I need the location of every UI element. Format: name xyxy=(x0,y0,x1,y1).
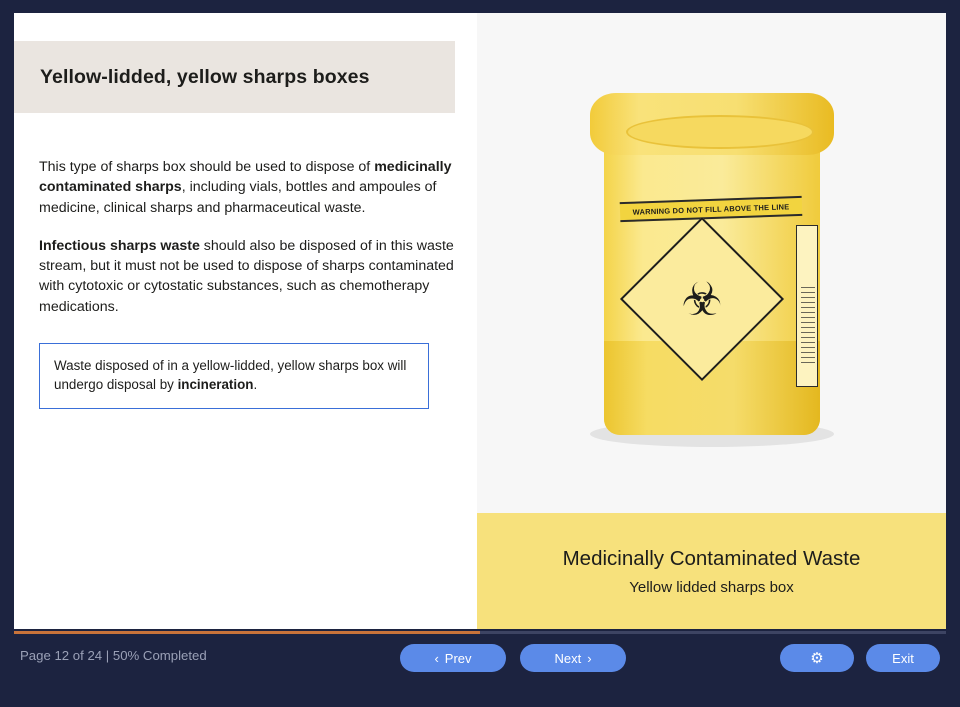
progress-track[interactable] xyxy=(14,631,946,634)
side-label-text-lines xyxy=(801,287,815,363)
callout-text-a: Waste disposed of in a yellow-lidded, yellow sharps box will undergo disposal by xyxy=(54,358,407,393)
chevron-left-icon: ‹ xyxy=(434,650,439,666)
callout-box xyxy=(39,343,429,409)
warning-strip-text: WARNING DO NOT FILL ABOVE THE LINE xyxy=(631,201,790,217)
slide-title-band xyxy=(14,41,455,113)
gear-icon: ⚙ xyxy=(810,649,824,667)
paragraph-2-text: should also be disposed of in this waste stream, but it must not be used to dispose of sharps contaminated with cytotoxic or cytostatic substances, such as chemotherapy medications. xyxy=(39,237,454,315)
paragraph-1-text-b: , including vials, bottles and ampoules of medicine, clinical sharps and pharmaceutical waste. xyxy=(39,179,437,216)
callout-bold: incineration xyxy=(177,377,254,393)
callout-text xyxy=(54,356,414,395)
page-title: Yellow-lidded, yellow sharps boxes xyxy=(40,65,370,88)
exit-button-label: Exit xyxy=(892,650,914,666)
exit-button[interactable] xyxy=(866,644,940,672)
settings-button[interactable] xyxy=(780,644,854,672)
slide-canvas xyxy=(14,13,946,629)
next-button-label: Next xyxy=(554,650,582,666)
page-status-label: Page 12 of 24 | 50% Completed xyxy=(20,648,207,663)
slide-text-panel xyxy=(14,13,477,629)
biohazard-icon: ☣ xyxy=(680,273,723,325)
paragraph-1-text-a: This type of sharps box should be used to dispose of xyxy=(39,159,375,175)
footer-right-buttons xyxy=(780,644,940,672)
caption-title: Medicinally Contaminated Waste xyxy=(562,546,861,570)
paragraph-2-bold: Infectious sharps waste xyxy=(39,237,200,254)
next-button[interactable] xyxy=(520,644,626,672)
sharps-box-illustration xyxy=(582,73,842,453)
paragraph-1-bold: medicinally contaminated sharps xyxy=(39,159,452,196)
paragraph-1 xyxy=(39,157,457,218)
paragraph-2 xyxy=(39,236,457,317)
chevron-right-icon: › xyxy=(587,650,592,666)
prev-button[interactable] xyxy=(400,644,506,672)
navigation-buttons xyxy=(400,644,626,672)
progress-fill xyxy=(14,631,480,634)
slide-body-copy xyxy=(39,157,457,335)
container-lid-top xyxy=(626,115,814,149)
illustration-area xyxy=(477,13,946,513)
container-lid xyxy=(590,93,834,155)
callout-text-b: . xyxy=(253,377,258,393)
player-footer xyxy=(14,631,946,693)
prev-button-label: Prev xyxy=(444,650,472,666)
slide-image-panel xyxy=(477,13,946,629)
caption-subtitle: Yellow lidded sharps box xyxy=(629,578,794,596)
image-caption-band xyxy=(477,513,946,629)
